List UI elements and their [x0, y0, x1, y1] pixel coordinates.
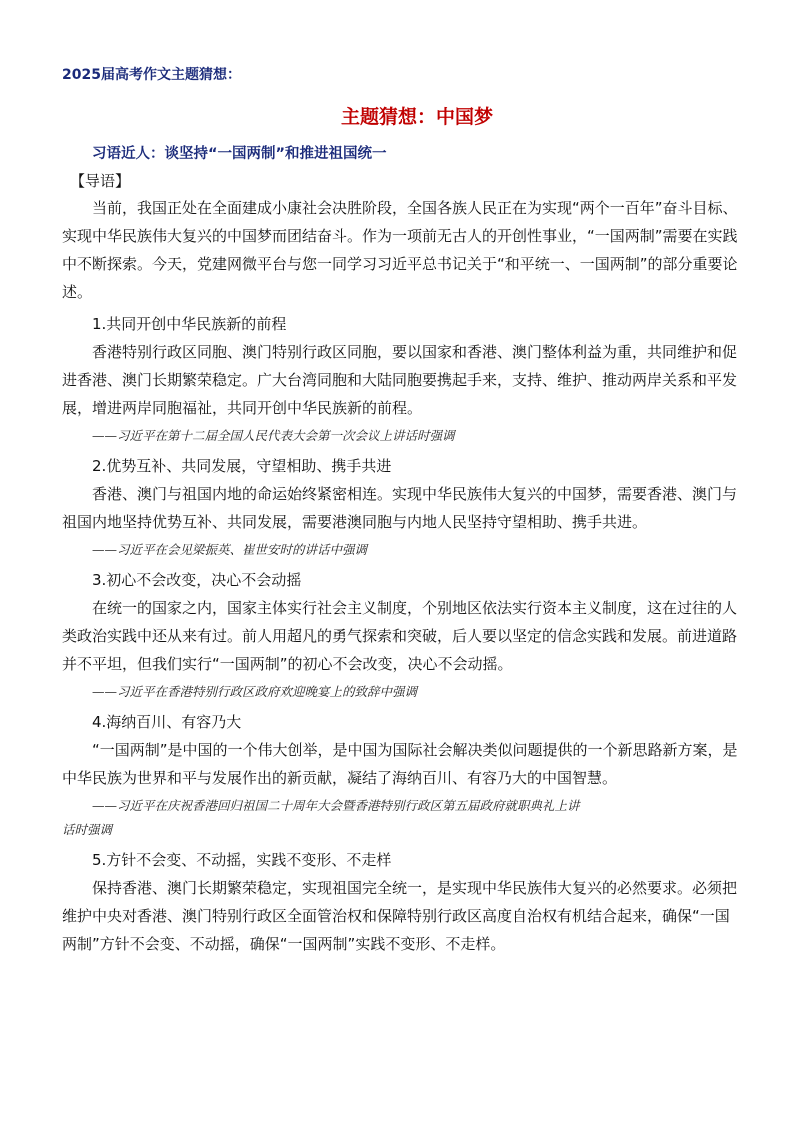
point-4-source-line2: 话时强调	[62, 822, 113, 837]
page-title: 主题猜想：中国梦	[340, 106, 493, 128]
intro-paragraph: 当前，我国正处在全面建成小康社会决胜阶段，全国各族人民正在为实现“两个一百年”奋斗目标、实现中华民族伟大复兴的中国梦而团结奋斗。作为一项前无古人的开创性事业，“一国两制”需要在实践中不断探索。今天，党建网微平台与您一同学习习近平总书记关于“和平统一、一国两制”的部分重要论述。	[62, 199, 738, 301]
point-3-body: 在统一的国家之内，国家主体实行社会主义制度，个别地区依法实行资本主义制度，这在过往的人类政治实践中还从来有过。前人用超凡的勇气探索和突破，后人要以坚定的信念实践和发展。前进道路并不平坦，但我们实行“一国两制”的初心不会改变，决心不会动摇。	[62, 599, 738, 673]
point-3-source: ——习近平在香港特别行政区政府欢迎晚宴上的致辞中强调	[92, 684, 418, 699]
point-2-heading: 2.优势互补、共同发展，守望相助、携手共进	[92, 457, 392, 475]
point-1-heading: 1.共同开创中华民族新的前程	[92, 315, 287, 333]
point-5-body: 保持香港、澳门长期繁荣稳定，实现祖国完全统一，是实现中华民族伟大复兴的必然要求。必须把维护中央对香港、澳门特别行政区全面管治权和保障特别行政区高度自治权有机结合起来，确保“一国两制”方针不会变、不动摇，确保“一国两制”实践不变形、不走样。	[62, 879, 738, 953]
point-4-heading: 4.海纳百川、有容乃大	[92, 713, 242, 731]
point-4-source-line1: ——习近平在庆祝香港回归祖国二十周年大会暨香港特别行政区第五届政府就职典礼上讲	[92, 798, 580, 813]
point-4-body: “一国两制”是中国的一个伟大创举，是中国为国际社会解决类似问题提供的一个新思路新方案，是中华民族为世界和平与发展作出的新贡献，凝结了海纳百川、有容乃大的中国智慧。	[62, 741, 738, 787]
article-subtitle: 习语近人：谈坚持“一国两制”和推进祖国统一	[92, 146, 387, 162]
point-4-source	[62, 794, 738, 842]
point-3-heading: 3.初心不会改变，决心不会动摇	[92, 571, 302, 589]
article-body	[62, 168, 738, 958]
point-2-body: 香港、澳门与祖国内地的命运始终紧密相连。实现中华民族伟大复兴的中国梦，需要香港、澳门与祖国内地坚持优势互补、共同发展，需要港澳同胞与内地人民坚持守望相助、携手共进。	[62, 485, 738, 531]
lead-heading: 【导语】	[70, 172, 131, 190]
document-header: 2025届高考作文主题猜想：	[62, 67, 241, 83]
point-1-source: ——习近平在第十二届全国人民代表大会第一次会议上讲话时强调	[92, 428, 455, 443]
point-2-source: ——习近平在会见梁振英、崔世安时的讲话中强调	[92, 542, 368, 557]
point-5-heading: 5.方针不会变、不动摇，实践不变形、不走样	[92, 851, 392, 869]
point-1-body: 香港特别行政区同胞、澳门特别行政区同胞，要以国家和香港、澳门整体利益为重，共同维护和促进香港、澳门长期繁荣稳定。广大台湾同胞和大陆同胞要携起手来，支持、维护、推动两岸关系和平发展，增进两岸同胞福祉，共同开创中华民族新的前程。	[62, 343, 738, 417]
